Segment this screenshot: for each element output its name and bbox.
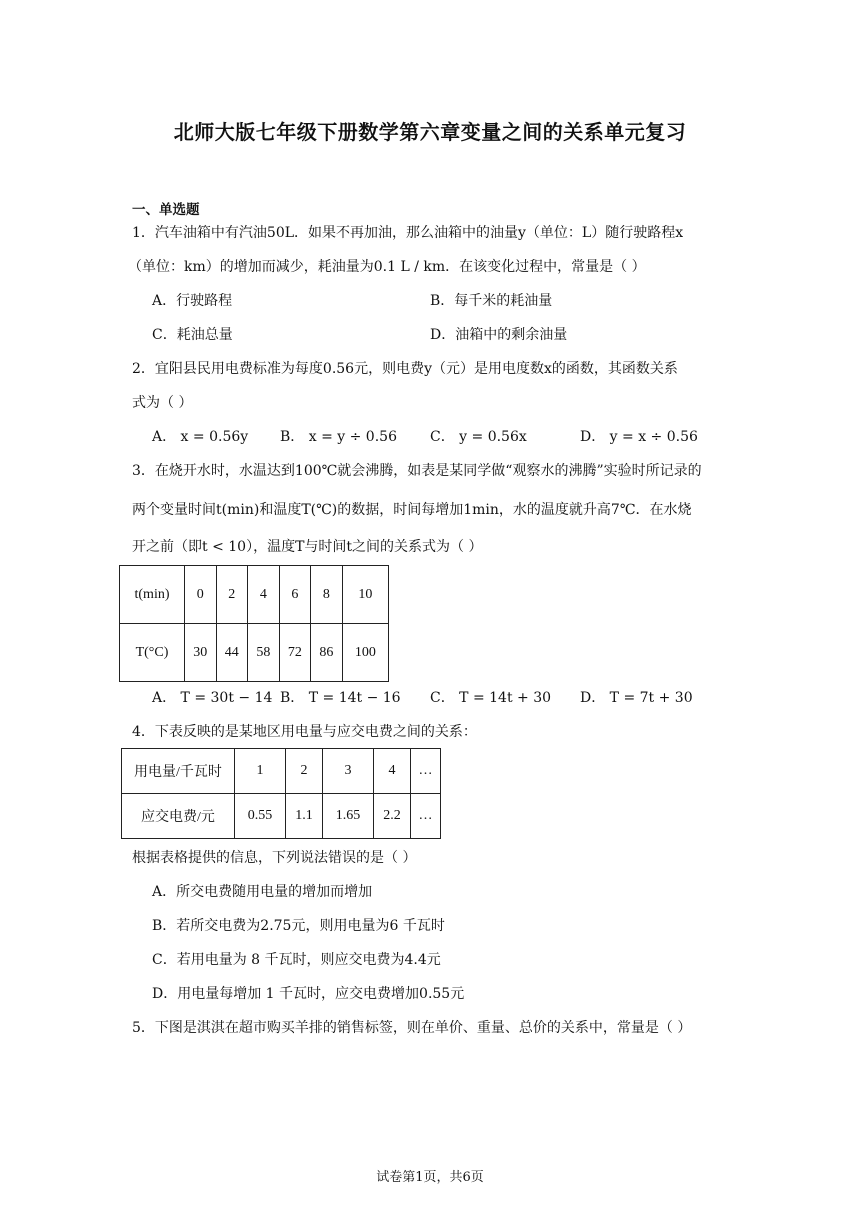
table-cell: t(min): [120, 566, 185, 624]
table-cell: 3: [323, 749, 374, 794]
section-heading: 一、单选题: [132, 202, 200, 218]
q2-line1: 2．宜阳县民用电费标准为每度0.56元，则电费y（元）是用电度数x的函数，其函数关系: [132, 361, 678, 377]
table-cell: 100: [342, 624, 388, 682]
table-cell: 1.1: [286, 794, 323, 839]
q3-line2: 两个变量时间t(min)和温度T(℃)的数据，时间每增加1min，水的温度就升高7℃．在水烧: [132, 502, 692, 518]
table-cell: 0.55: [235, 794, 286, 839]
table-cell: …: [411, 749, 441, 794]
q1-option-b: B．每千米的耗油量: [430, 293, 553, 309]
q4-option-a: A．所交电费随用电量的增加而增加: [152, 884, 373, 900]
table-cell: T(°C): [120, 624, 185, 682]
q3-option-a: A． T = 30t − 14: [152, 690, 273, 706]
q4-line2: 根据表格提供的信息，下列说法错误的是（ ）: [132, 850, 417, 866]
table-cell: 4: [248, 566, 280, 624]
q2-option-a: A． x = 0.56y: [152, 429, 249, 445]
table-cell: 10: [342, 566, 388, 624]
q5-line1: 5．下图是淇淇在超市购买羊排的销售标签，则在单价、重量、总价的关系中，常量是（ ）: [132, 1020, 692, 1036]
q2-option-d: D． y = x ÷ 0.56: [580, 429, 698, 445]
q1-option-c: C．耗油总量: [152, 327, 233, 343]
q4-line1: 4．下表反映的是某地区用电量与应交电费之间的关系：: [132, 724, 477, 740]
table-cell: 8: [311, 566, 343, 624]
q2-option-b: B． x = y ÷ 0.56: [280, 429, 397, 445]
table-cell: 6: [279, 566, 311, 624]
q3-option-b: B． T = 14t − 16: [280, 690, 401, 706]
table-cell: 2: [216, 566, 248, 624]
q3-option-c: C． T = 14t + 30: [430, 690, 552, 706]
table-cell: 44: [216, 624, 248, 682]
table-cell: 86: [311, 624, 343, 682]
q3-line1: 3．在烧开水时，水温达到100℃就会沸腾，如表是某同学做“观察水的沸腾”实验时所记录的: [132, 463, 702, 479]
table-cell: 1: [235, 749, 286, 794]
q4-table-row-usage: [122, 749, 441, 794]
table-cell: 2.2: [374, 794, 411, 839]
table-cell: 2: [286, 749, 323, 794]
q4-data-table: [121, 748, 441, 839]
page-title: 北师大版七年级下册数学第六章变量之间的关系单元复习: [173, 120, 687, 144]
table-cell: 58: [248, 624, 280, 682]
q2-line2: 式为（ ）: [132, 395, 193, 411]
q3-option-d: D． T = 7t + 30: [580, 690, 693, 706]
table-cell: 用电量/千瓦时: [122, 749, 235, 794]
table-cell: 30: [185, 624, 217, 682]
q1-line2: （单位：km）的增加而减少，耗油量为0.1 L / km．在该变化过程中，常量是（ ）: [128, 259, 646, 275]
table-cell: 应交电费/元: [122, 794, 235, 839]
q4-option-d: D．用电量每增加 1 千瓦时，应交电费增加0.55元: [152, 986, 465, 1002]
q4-table-row-fee: [122, 794, 441, 839]
q3-line3: 开之前（即t < 10），温度T与时间t之间的关系式为（ ）: [132, 539, 483, 555]
q1-line1: 1．汽车油箱中有汽油50L．如果不再加油，那么油箱中的油量y（单位：L）随行驶路程x: [132, 225, 684, 241]
q2-option-c: C． y = 0.56x: [430, 429, 527, 445]
table-cell: 72: [279, 624, 311, 682]
q3-data-table: [119, 565, 389, 682]
q4-option-b: B．若所交电费为2.75元，则用电量为6 千瓦时: [152, 918, 445, 934]
table-cell: 4: [374, 749, 411, 794]
q3-table-row-temperature: [120, 624, 389, 682]
q4-option-c: C．若用电量为 8 千瓦时，则应交电费为4.4元: [152, 952, 441, 968]
q1-option-a: A．行驶路程: [152, 293, 233, 309]
q1-option-d: D．油箱中的剩余油量: [430, 327, 568, 343]
table-cell: 0: [185, 566, 217, 624]
q3-table-row-time: [120, 566, 389, 624]
table-cell: …: [411, 794, 441, 839]
table-cell: 1.65: [323, 794, 374, 839]
page-footer: 试卷第1页，共6页: [376, 1170, 484, 1185]
